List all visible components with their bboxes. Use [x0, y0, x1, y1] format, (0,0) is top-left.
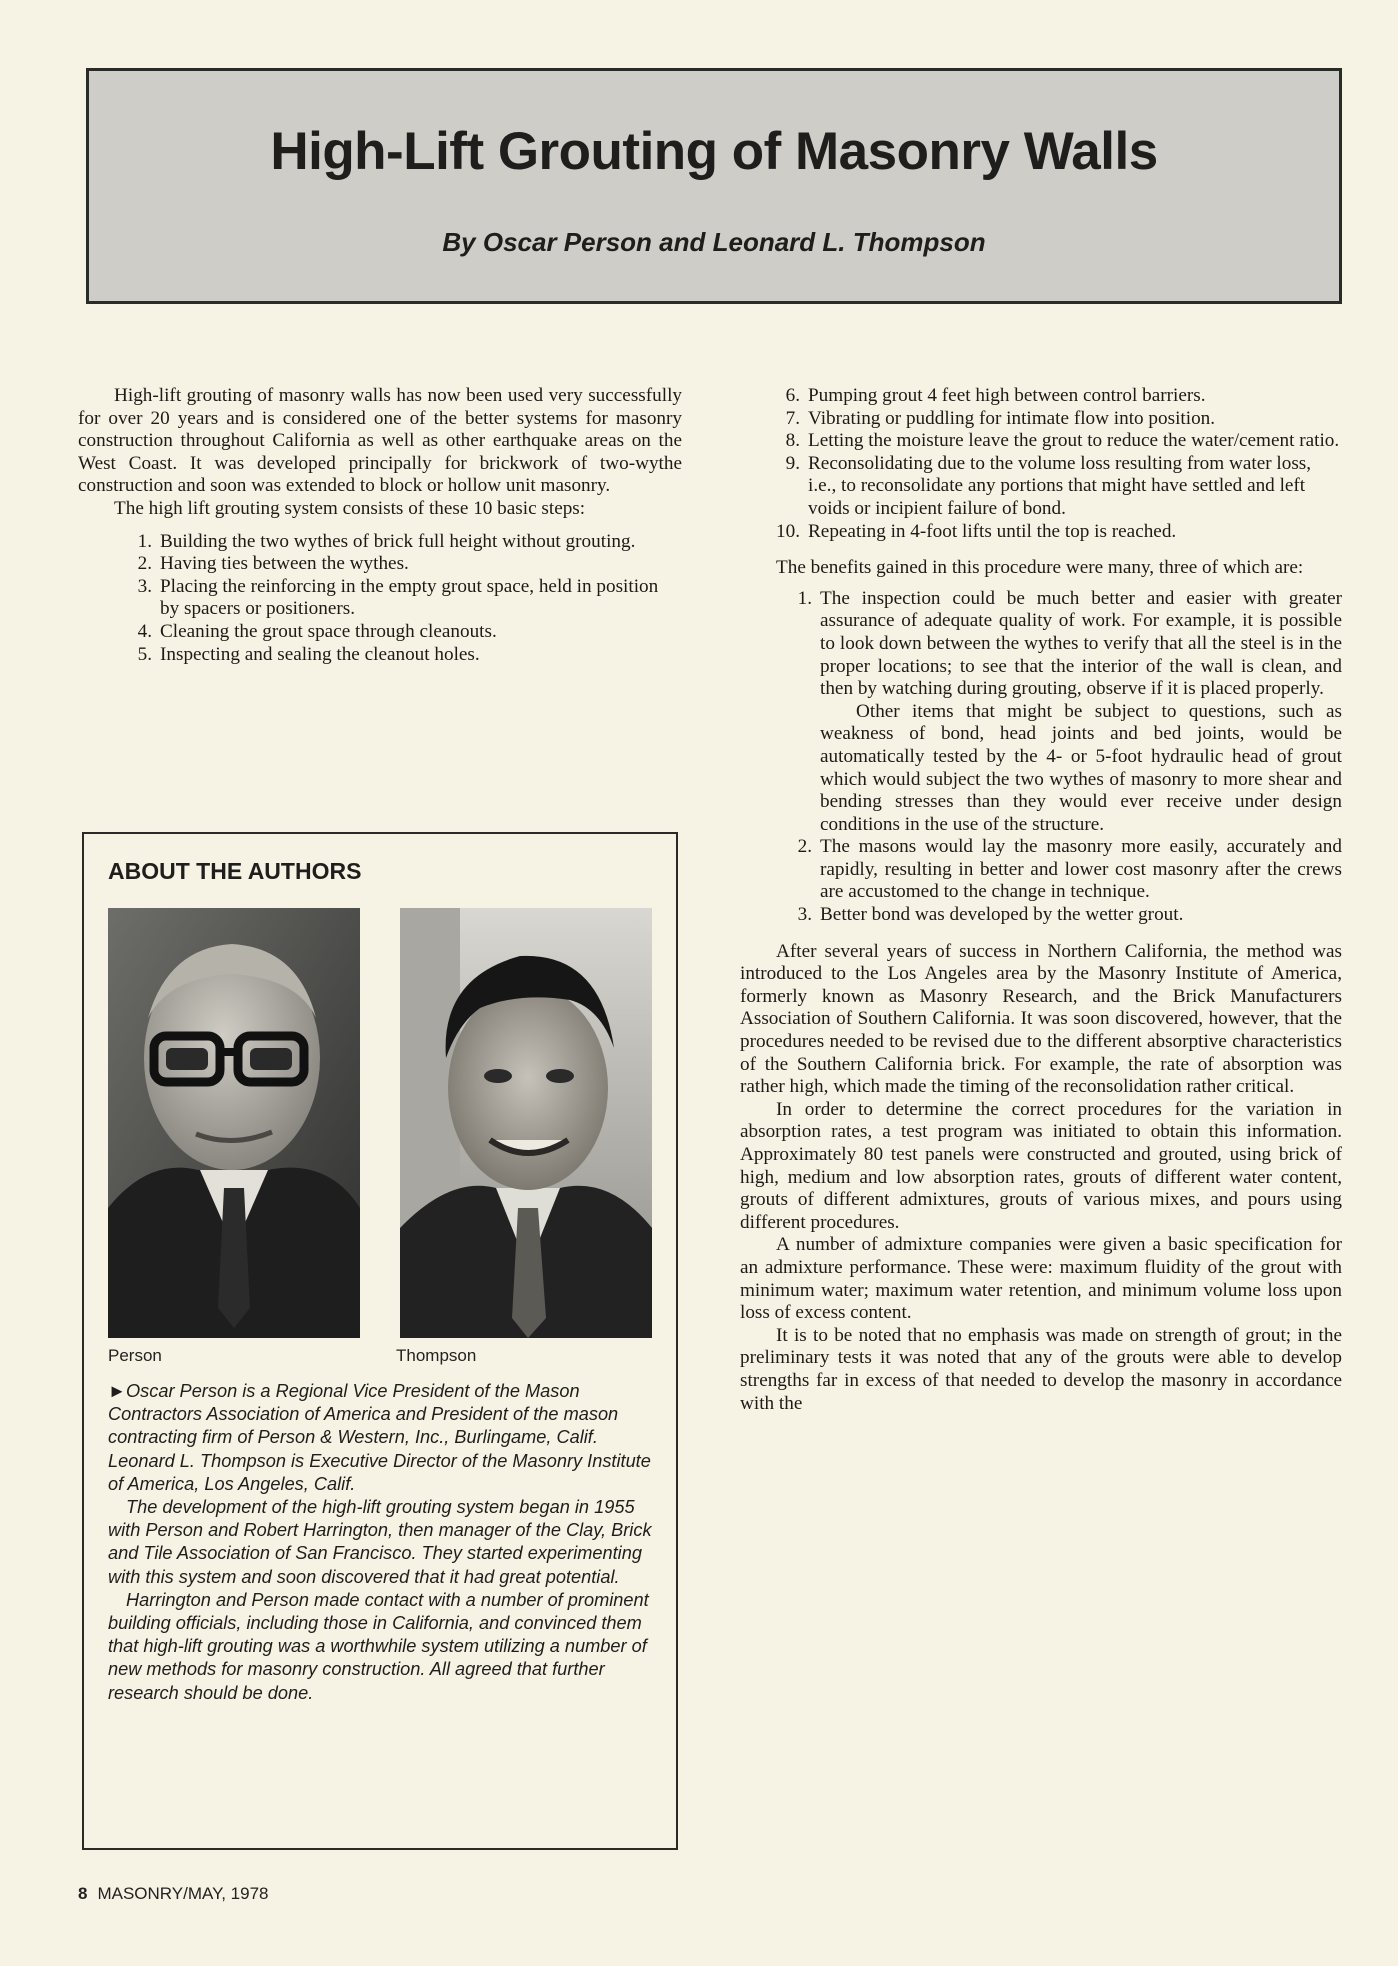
intro-paragraph: High-lift grouting of masonry walls has now been used very successfully for over 20 years and is considered one of the better systems for masonry construction throughout California as well as other earthquake areas on the West Coast. It was developed principally for brickwork of two-wythe construction and soon was extended to block or hollow unit masonry. — [78, 385, 682, 497]
bio-paragraph: ►Oscar Person is a Regional Vice President of the Mason Contractors Association of America and President of the mason contracting firm of Person & Western, Inc., Burlingame, Calif. Leonard L. Thompson is Executive Director of the Masonry Institute of America, Los Angeles, Calif. — [108, 1381, 651, 1494]
list-text: Reconsolidating due to the volume loss resulting from water loss, i.e., to reconsolidate any portions that might have settled and left voids or incipient failure of bond. — [808, 452, 1312, 519]
steps-list-6-10 — [764, 385, 1342, 543]
list-item — [120, 553, 672, 576]
page-number: 8 — [78, 1884, 88, 1903]
bio-paragraph: The development of the high-lift grouting system began in 1955 with Person and Robert Harrington, then manager of the Clay, Brick and Tile Association of San Francisco. They started experimenting with this system and soon discovered that it had great potential. — [108, 1497, 652, 1587]
steps-intro-paragraph: The high lift grouting system consists of these 10 basic steps: — [114, 497, 586, 519]
about-the-authors-box — [82, 832, 678, 1850]
left-column — [78, 385, 682, 666]
list-text: Building the two wythes of brick full height without grouting. — [160, 530, 636, 552]
body-paragraph: It is to be noted that no emphasis was made on strength of grout; in the preliminary tests it was noted that any of the grouts were able to develop strengths far in excess of that needed to develop the masonry in accordance with the — [740, 1324, 1342, 1414]
list-item — [764, 385, 1342, 408]
list-text: Vibrating or puddling for intimate flow into position. — [808, 407, 1216, 429]
list-number: 2. — [797, 836, 812, 858]
authors-bio — [108, 1380, 654, 1705]
list-number: 2. — [137, 553, 152, 575]
list-text: Letting the moisture leave the grout to reduce the water/cement ratio. — [808, 430, 1340, 452]
steps-list-1-5 — [120, 531, 672, 667]
list-text: The inspection could be much better and easier with greater assurance of adequate quality of work. For example, it is possible to look down between the wythes to verify that all the steel is in the proper locations; to see that the interior of the wall is clean, and then by watching during grouting, observe if it is placed properly. — [820, 587, 1342, 700]
list-item — [764, 430, 1342, 453]
list-item — [776, 588, 1342, 837]
bio-paragraph: Harrington and Person made contact with a number of prominent building officials, including those in California, and convinced them that high-lift grouting was a worthwhile system utilizing a number of new methods for masonry construction. All agreed that further research should be done. — [108, 1589, 649, 1703]
body-paragraph: A number of admixture companies were given a basic specification for an admixture performance. These were: maximum fluidity of the grout with minimum water; maximum water retention, and minimum volume loss upon loss of excess content. — [740, 1234, 1342, 1324]
list-text: The masons would lay the masonry more easily, accurately and rapidly, resulting in better and lower cost masonry after the crews are accustomed to the change in technique. — [820, 836, 1342, 903]
list-text: Better bond was developed by the wetter grout. — [820, 904, 1184, 926]
person-portrait-image — [108, 908, 360, 1338]
benefits-intro-paragraph: The benefits gained in this procedure were many, three of which are: — [776, 557, 1304, 579]
list-number: 6. — [785, 385, 800, 406]
list-text: Placing the reinforcing in the empty grout space, held in position by spacers or positioners. — [160, 575, 659, 620]
publication-line: MASONRY/MAY, 1978 — [97, 1884, 269, 1903]
title-banner — [86, 68, 1342, 304]
list-text: Cleaning the grout space through cleanouts. — [160, 620, 497, 642]
person-photo — [108, 908, 360, 1338]
list-number: 1. — [797, 587, 812, 609]
thompson-portrait-image — [400, 908, 652, 1338]
list-text: Inspecting and sealing the cleanout holes. — [160, 643, 480, 665]
list-item — [120, 531, 672, 554]
list-item — [120, 621, 672, 644]
list-number: 5. — [137, 643, 152, 665]
list-number: 7. — [785, 407, 800, 429]
list-number: 8. — [785, 430, 800, 452]
body-paragraph: In order to determine the correct procedures for the variation in absorption rates, a test program was initiated to obtain this information. Approximately 80 test panels were constructed and grouted, using brick of high, medium and low absorption rates, grouts of different water content, grouts of different admixtures, grouts of various mixes, and pours using different procedures. — [740, 1098, 1342, 1233]
list-number: 10. — [776, 520, 800, 542]
list-text: Pumping grout 4 feet high between control barriers. — [808, 385, 1206, 406]
list-item — [776, 904, 1342, 927]
thompson-caption: Thompson — [396, 1346, 477, 1365]
thompson-photo — [400, 908, 652, 1338]
list-subparagraph: Other items that might be subject to questions, such as weakness of bond, head joints and bed joints, would be automatically tested by the 4- or 5-foot hydraulic head of grout which would subject the two wythes of masonry to more shear and bending stresses than they would ever receive under design conditions in the use of the structure. — [820, 700, 1342, 835]
authors-heading: ABOUT THE AUTHORS — [108, 858, 362, 884]
list-item — [120, 576, 672, 621]
list-item — [764, 453, 1342, 521]
list-item — [776, 836, 1342, 904]
benefits-list — [776, 588, 1342, 927]
list-number: 3. — [797, 904, 812, 926]
list-text: Repeating in 4-foot lifts until the top is reached. — [808, 520, 1177, 542]
list-number: 9. — [785, 452, 800, 474]
article-byline: By Oscar Person and Leonard L. Thompson — [442, 227, 986, 257]
list-number: 1. — [137, 530, 152, 552]
list-item — [120, 644, 672, 667]
body-paragraph: After several years of success in Northern California, the method was introduced to the Los Angeles area by the Masonry Institute of America, formerly known as Masonry Research, and the Brick Manufacturers Association of Southern California. It was soon discovered, however, that the procedures needed to be revised due to the different absorptive characteristics of the Southern California brick. For example, the rate of absorption was rather high, which made the timing of the reconsolidation rather critical. — [740, 940, 1342, 1098]
list-item — [764, 408, 1342, 431]
list-number: 3. — [137, 575, 152, 597]
article-title: High-Lift Grouting of Masonry Walls — [270, 122, 1158, 181]
page-footer — [78, 1884, 269, 1904]
right-column — [740, 385, 1342, 1415]
list-item — [764, 521, 1342, 544]
list-number: 4. — [137, 620, 152, 642]
person-caption: Person — [108, 1346, 162, 1365]
list-text: Having ties between the wythes. — [160, 553, 409, 575]
